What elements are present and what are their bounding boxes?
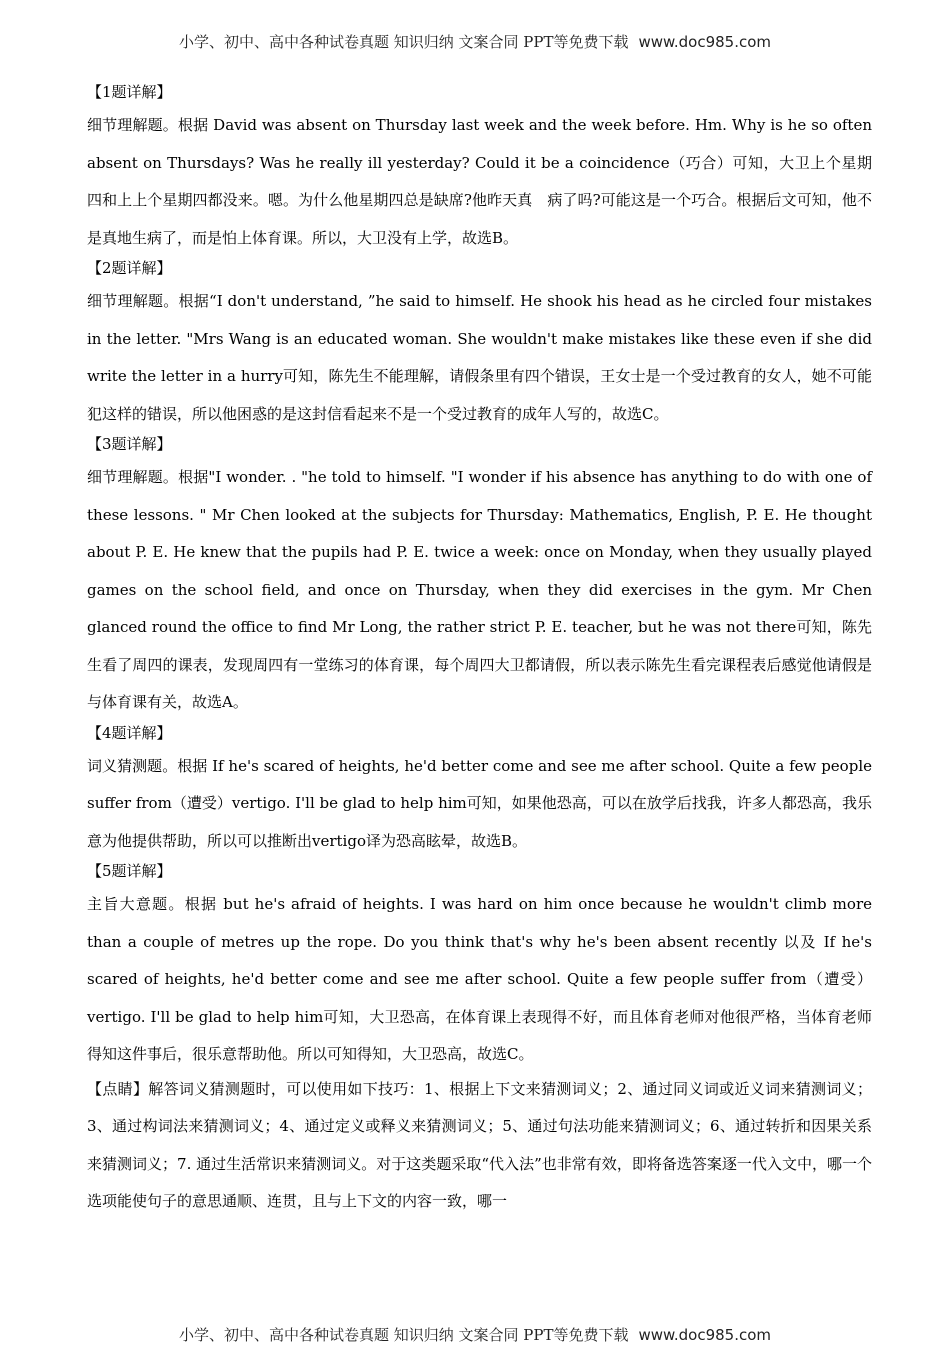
note-body: 解答词义猜测题时，可以使用如下技巧：1、根据上下文来猜测词义；2、通过同义词或近义词来猜测词义；3、通过构词法来猜测词义；4、通过定义或释义来猜测词义；5、通过句法功能来猜测词义；6、通过转折和因果关系来猜测词义；7. 通过生活常识来猜测词义。对于这类题采取“代入法”也非常有效，即将备选答案逐一代入文中，哪一个选项能使句子的意思通顺、连贯，且与上下文的内容一致，哪一 bbox=[87, 1079, 872, 1210]
note-paragraph bbox=[87, 1071, 872, 1221]
section-4 bbox=[87, 719, 872, 861]
page-footer bbox=[0, 1324, 950, 1345]
note-section bbox=[87, 1071, 872, 1221]
section-paragraph: 细节理解题。根据 David was absent on Thursday last week and the week before. Hm. Why is he so often absent on Thursdays? Was he really ill yesterday? Could it be a coincidence（巧合）可知，大卫上个星期四和上上个星期四都没来。嗯。为什么他星期四总是缺席?他昨天真 病了吗?可能这是一个巧合。根据后文可知，他不是真地生病了，而是怕上体育课。所以，大卫没有上学，故选B。 bbox=[87, 116, 872, 247]
header-text: 小学、初中、高中各种试卷真题 知识归纳 文案合同 PPT等免费下载 bbox=[178, 33, 629, 51]
section-heading: 【2题详解】 bbox=[87, 259, 172, 277]
section-2 bbox=[87, 254, 872, 433]
section-paragraph: 主旨大意题。根据 but he's afraid of heights. I was hard on him once because he wouldn't climb more than a couple of metres up the rope. Do you think that's why he's been absent recently 以及 If he's scared of heights, he'd better come and see me after school. Quite a few people suffer from（遭受）vertigo. I'll be glad to help him可知，大卫恐高，在体育课上表现得不好，而且体育老师对他很严格，当体育老师得知这件事后，很乐意帮助他。所以可知得知，大卫恐高，故选C。 bbox=[87, 895, 872, 1063]
section-3 bbox=[87, 430, 872, 722]
section-paragraph: 细节理解题。根据"I wonder. . "he told to himself. "I wonder if his absence has anything to do with one of these lessons. " Mr Chen looked at the subjects for Thursday: Mathematics, English, P. E. He thought about P. E. He knew that the pupils had P. E. twice a week: once on Monday, when they usually played games on the school field, and once on Thursday, when they did exercises in the gym. Mr Chen glanced round the office to find Mr Long, the rather strict P. E. teacher, but he was not there可知，陈先生看了周四的课表，发现周四有一堂练习的体育课，每个周四大卫都请假，所以表示陈先生看完课程表后感觉他请假是与体育课有关，故选A。 bbox=[87, 468, 872, 711]
section-heading: 【1题详解】 bbox=[87, 83, 172, 101]
page-header bbox=[0, 31, 950, 52]
section-heading: 【4题详解】 bbox=[87, 723, 172, 742]
section-paragraph: 细节理解题。根据“I don't understand, ”he said to himself. He shook his head as he circled four mistakes in the letter. "Mrs Wang is an educated woman. She wouldn't make mistakes like these even if she did write the letter in a hurry可知，陈先生不能理解，请假条里有四个错误，王女士是一个受过教育的女人，她不可能犯这样的错误，所以他困惑的是这封信看起来不是一个受过教育的成年人写的，故选C。 bbox=[87, 292, 872, 423]
document-body bbox=[87, 78, 872, 1221]
section-5 bbox=[87, 857, 872, 1074]
section-paragraph: 词义猜测题。根据 If he's scared of heights, he'd better come and see me after school. Quite a few people suffer from（遭受）vertigo. I'll be glad to help him可知，如果他恐高，可以在放学后找我，许多人都恐高，我乐意为他提供帮助，所以可以推断出vertigo译为恐高眩晕，故选B。 bbox=[87, 756, 872, 850]
header-url[interactable]: www.doc985.com bbox=[638, 33, 772, 51]
note-label: 【点睛】 bbox=[87, 1079, 149, 1098]
section-heading: 【3题详解】 bbox=[87, 435, 172, 453]
footer-text: 小学、初中、高中各种试卷真题 知识归纳 文案合同 PPT等免费下载 bbox=[178, 1326, 629, 1344]
footer-url[interactable]: www.doc985.com bbox=[638, 1326, 772, 1344]
section-1 bbox=[87, 78, 872, 257]
section-heading: 【5题详解】 bbox=[87, 862, 172, 880]
